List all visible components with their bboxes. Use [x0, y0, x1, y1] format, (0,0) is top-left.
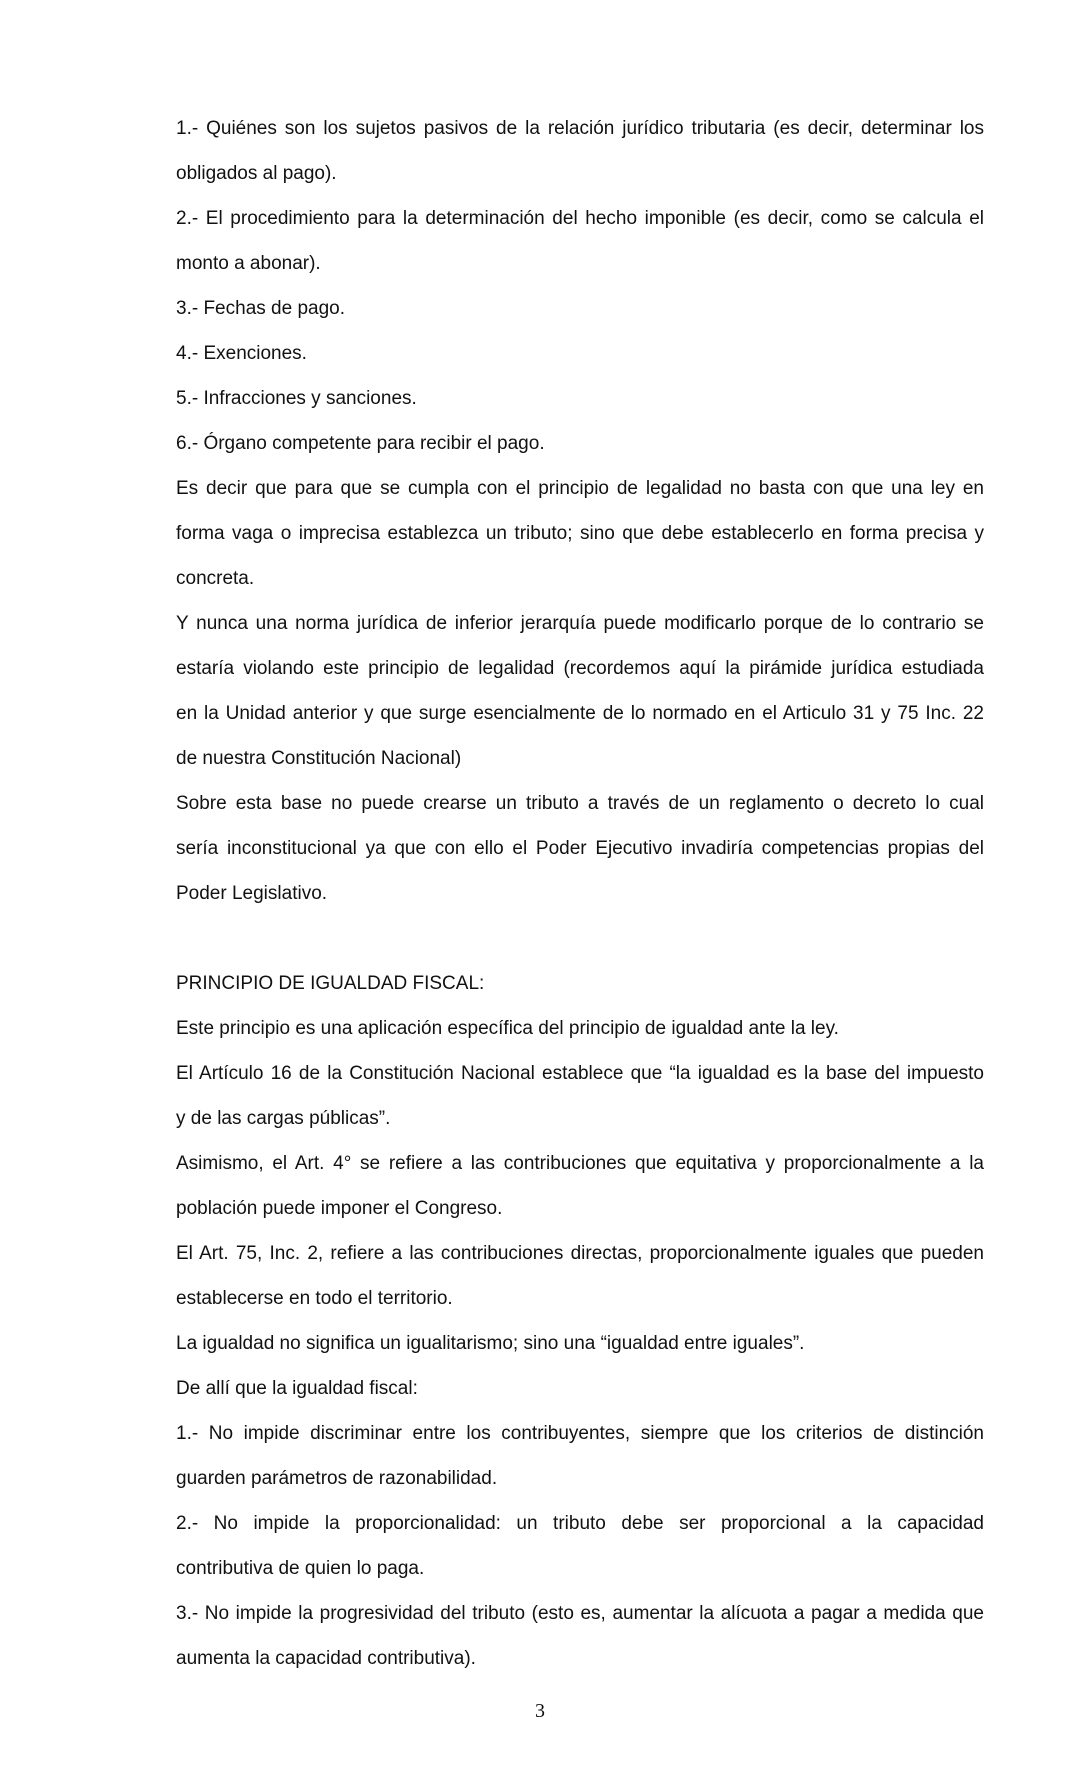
list-item-3-line-1: 3.- No impide la progresividad del tributo (esto es, aumentar la alícuota a pagar a medida que: [176, 1603, 984, 1624]
paragraph-line: La igualdad no significa un igualitarismo; sino una “igualdad entre iguales”.: [176, 1333, 805, 1354]
list-item-4: 4.- Exenciones.: [176, 343, 307, 364]
paragraph-line: Sobre esta base no puede crearse un tributo a través de un reglamento o decreto lo cual: [176, 793, 984, 814]
list-item-1-line-2: obligados al pago).: [176, 163, 337, 184]
section-heading: PRINCIPIO DE IGUALDAD FISCAL:: [176, 973, 485, 994]
paragraph-line: Poder Legislativo.: [176, 883, 328, 904]
list-item-3: 3.- Fechas de pago.: [176, 298, 345, 319]
list-item-5: 5.- Infracciones y sanciones.: [176, 388, 417, 409]
paragraph-line: concreta.: [176, 568, 255, 589]
list-item-1-line-1: 1.- No impide discriminar entre los contribuyentes, siempre que los criterios de distinción: [176, 1423, 984, 1444]
paragraph-line: estaría violando este principio de legalidad (recordemos aquí la pirámide jurídica estudiada: [176, 658, 984, 679]
list-item-3-line-2: aumenta la capacidad contributiva).: [176, 1648, 476, 1669]
section-spacer: [176, 928, 984, 973]
paragraph-line: De allí que la igualdad fiscal:: [176, 1378, 418, 1399]
list-item-2-line-1: 2.- No impide la proporcionalidad: un tributo debe ser proporcional a la capacidad: [176, 1513, 984, 1534]
paragraph-line: El Artículo 16 de la Constitución Nacional establece que “la igualdad es la base del impuesto: [176, 1063, 984, 1084]
paragraph-line: forma vaga o imprecisa establezca un tributo; sino que debe establecerlo en forma precisa y: [176, 523, 984, 544]
list-item-2-line-2: monto a abonar).: [176, 253, 321, 274]
paragraph-line: sería inconstitucional ya que con ello el Poder Ejecutivo invadiría competencias propias del: [176, 838, 984, 859]
paragraph-line: de nuestra Constitución Nacional): [176, 748, 462, 769]
list-item-1-line-2: guarden parámetros de razonabilidad.: [176, 1468, 498, 1489]
document-body: [176, 118, 984, 1693]
paragraph-line: en la Unidad anterior y que surge esencialmente de lo normado en el Articulo 31 y 75 Inc. 22: [176, 703, 984, 724]
paragraph-line: El Art. 75, Inc. 2, refiere a las contribuciones directas, proporcionalmente iguales que pueden: [176, 1243, 984, 1264]
paragraph-line: Este principio es una aplicación específica del principio de igualdad ante la ley.: [176, 1018, 839, 1039]
list-item-1-line-1: 1.- Quiénes son los sujetos pasivos de la relación jurídico tributaria (es decir, determinar los: [176, 118, 984, 139]
paragraph-line: población puede imponer el Congreso.: [176, 1198, 503, 1219]
paragraph-line: Es decir que para que se cumpla con el principio de legalidad no basta con que una ley en: [176, 478, 984, 499]
list-item-2-line-2: contributiva de quien lo paga.: [176, 1558, 425, 1579]
paragraph-line: Y nunca una norma jurídica de inferior jerarquía puede modificarlo porque de lo contrario se: [176, 613, 984, 634]
page-number: 3: [535, 1700, 545, 1722]
paragraph-line: Asimismo, el Art. 4° se refiere a las contribuciones que equitativa y proporcionalmente a la: [176, 1153, 984, 1174]
list-item-6: 6.- Órgano competente para recibir el pago.: [176, 433, 545, 454]
list-item-2-line-1: 2.- El procedimiento para la determinación del hecho imponible (es decir, como se calcula el: [176, 208, 984, 229]
paragraph-line: establecerse en todo el territorio.: [176, 1288, 453, 1309]
paragraph-line: y de las cargas públicas”.: [176, 1108, 391, 1129]
